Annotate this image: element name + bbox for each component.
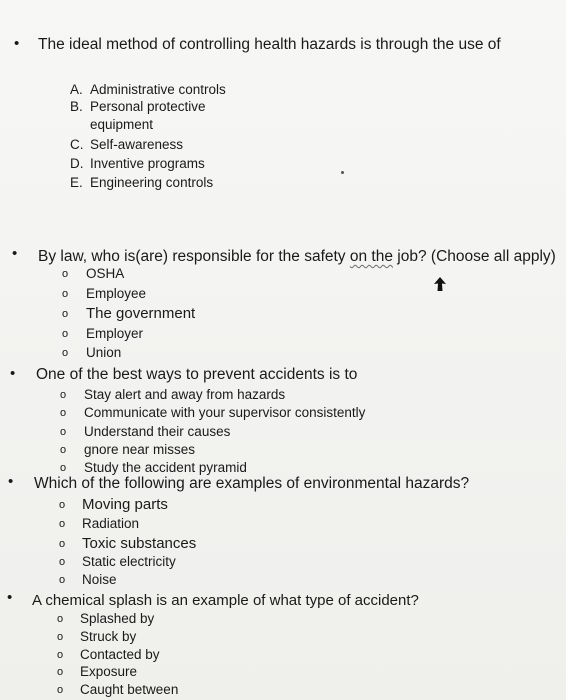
q5-option-5: Caught between: [80, 682, 179, 697]
bullet-q4: •: [8, 473, 14, 490]
q1-option-d: [70, 156, 205, 171]
circle-bullet: o: [60, 426, 67, 438]
circle-bullet: o: [60, 407, 67, 419]
stray-dot: [341, 171, 344, 174]
circle-bullet: o: [57, 631, 64, 643]
bullet-q5: •: [7, 589, 13, 606]
bullet-q1: •: [14, 35, 20, 52]
circle-bullet: o: [62, 347, 69, 359]
q4-option-3: Toxic substances: [82, 535, 197, 552]
mouse-pointer-icon: [433, 276, 447, 292]
q5-option-4: Exposure: [80, 664, 138, 679]
circle-bullet: o: [57, 684, 64, 696]
circle-bullet: o: [59, 574, 66, 586]
circle-bullet: o: [62, 328, 69, 340]
q1-option-a: [70, 82, 226, 97]
q4-option-2: Radiation: [82, 516, 140, 531]
option-label: equipment: [90, 117, 154, 132]
option-letter: C.: [70, 137, 84, 152]
q1-option-e: [70, 175, 213, 190]
q2-option-employer: Employer: [86, 326, 144, 341]
option-letter: D.: [70, 156, 84, 171]
option-letter: A.: [70, 82, 83, 97]
option-letter: E.: [70, 175, 83, 190]
q4-option-4: Static electricity: [82, 554, 176, 569]
bullet-q3: •: [10, 365, 16, 382]
q3-option-1: Stay alert and away from hazards: [84, 387, 286, 402]
q1-option-c: [70, 137, 183, 152]
circle-bullet: o: [59, 556, 66, 568]
q2-option-osha: OSHA: [86, 266, 125, 281]
circle-bullet: o: [57, 649, 64, 661]
q3-option-2: Communicate with your supervisor consistently: [84, 405, 366, 420]
question-3-text: One of the best ways to prevent accidents is to: [36, 366, 358, 383]
circle-bullet: o: [60, 444, 67, 456]
option-letter: B.: [70, 99, 83, 114]
circle-bullet: o: [59, 499, 66, 511]
q2-option-employee: Employee: [86, 286, 147, 301]
option-label: Self-awareness: [90, 137, 184, 152]
circle-bullet: o: [57, 666, 64, 678]
question-4-text: Which of the following are examples of environmental hazards?: [34, 475, 470, 492]
circle-bullet: o: [57, 613, 64, 625]
q2-option-union: Union: [86, 345, 122, 360]
q5-option-3: Contacted by: [80, 647, 160, 662]
question-2-underlined: on the: [349, 248, 393, 265]
circle-bullet: o: [60, 462, 67, 474]
question-5-text: A chemical splash is an example of what type of accident?: [32, 592, 419, 609]
question-1-text: The ideal method of controlling health hazards is through the use of: [38, 36, 501, 53]
q2-option-government: The government: [86, 305, 196, 322]
circle-bullet: o: [62, 268, 69, 280]
circle-bullet: o: [62, 308, 69, 320]
q3-option-3: Understand their causes: [84, 424, 231, 439]
question-2-text-after: job? (Choose all apply): [392, 248, 556, 265]
option-label: Inventive programs: [90, 156, 205, 171]
question-2-text-before: By law, who is(are) responsible for the safety: [38, 248, 350, 265]
question-2-text: [38, 248, 556, 266]
q4-option-5: Noise: [82, 572, 117, 587]
circle-bullet: o: [62, 288, 69, 300]
q3-option-4: gnore near misses: [84, 442, 196, 457]
bullet-q2: •: [12, 245, 18, 262]
q5-option-1: Splashed by: [80, 611, 155, 626]
circle-bullet: o: [59, 518, 66, 530]
q1-option-b-cont: [70, 117, 153, 132]
q4-option-1: Moving parts: [82, 496, 168, 513]
option-label: Engineering controls: [90, 175, 214, 190]
q3-option-5: Study the accident pyramid: [84, 460, 247, 475]
q5-option-2: Struck by: [80, 629, 137, 644]
circle-bullet: o: [60, 389, 67, 401]
circle-bullet: o: [59, 538, 66, 550]
q1-option-b: [70, 99, 206, 114]
option-label: Personal protective: [90, 99, 206, 114]
option-label: Administrative controls: [90, 82, 226, 97]
